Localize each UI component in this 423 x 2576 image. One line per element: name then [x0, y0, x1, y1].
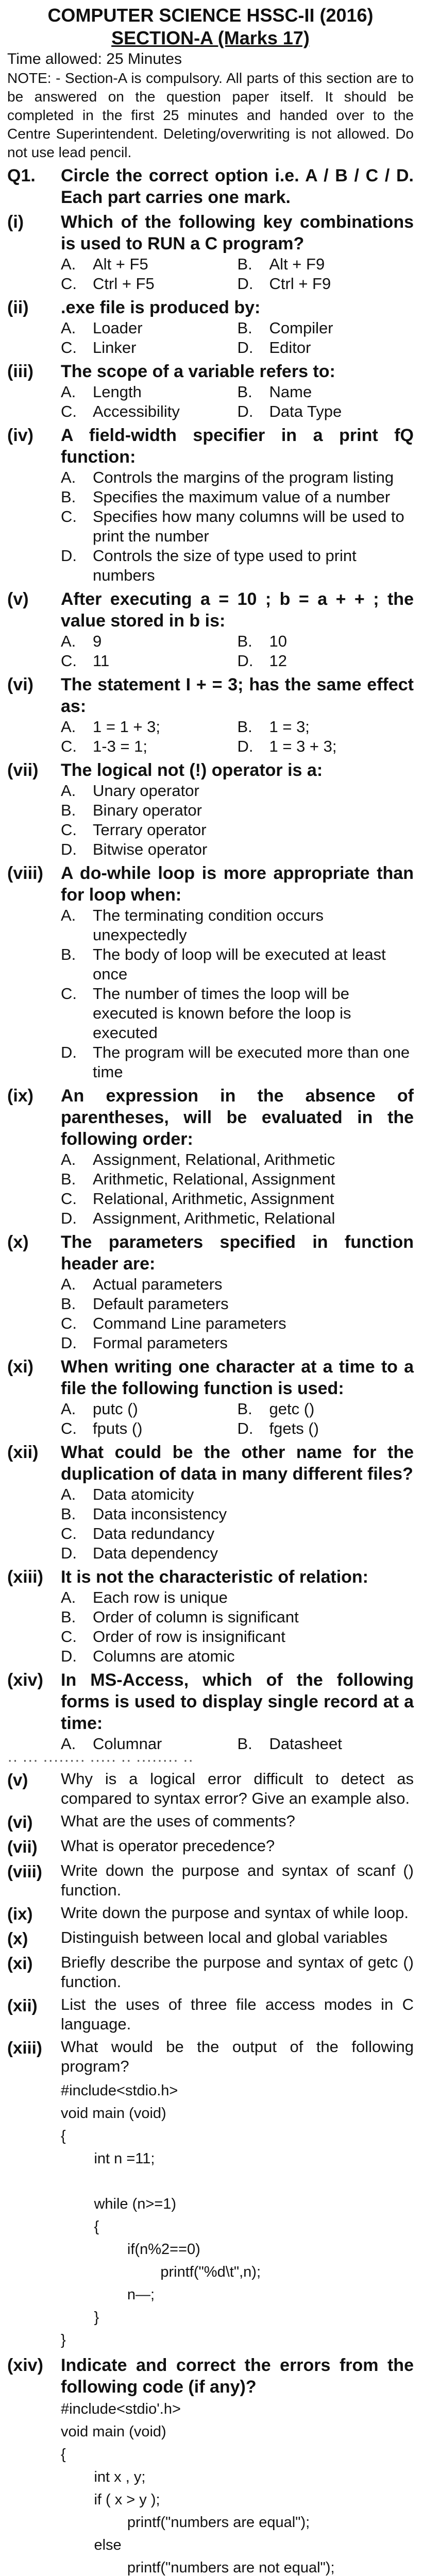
- mcq-question: [7, 1356, 414, 1438]
- option-text: Accessibility: [93, 402, 180, 420]
- section-a-note: NOTE: - Section-A is compulsory. All parts of this section are to be answered on the question paper itself. It should be completed in the first 25 minutes and handed over to the Centre Superintendent. Deleting/overwriting is not allowed. Do not use lead pencil.: [7, 70, 414, 160]
- code-line: #include<stdio'.h>: [61, 2401, 181, 2417]
- option-letter: C.: [61, 821, 77, 839]
- answer-option[interactable]: [238, 1734, 414, 1754]
- option-text: fgets (): [269, 1419, 319, 1437]
- answer-option[interactable]: [61, 382, 238, 402]
- answer-options: [61, 1399, 414, 1438]
- answer-option[interactable]: [61, 1333, 414, 1353]
- answer-option[interactable]: [238, 255, 414, 274]
- option-letter: B.: [61, 1170, 76, 1188]
- time-allowed: Time allowed: 25 Minutes: [7, 50, 182, 67]
- question-number: (xi): [7, 1954, 33, 1973]
- answer-option[interactable]: [61, 801, 414, 820]
- code-line: printf("numbers are equal");: [61, 2514, 310, 2531]
- question-text: Why is a logical error difficult to detect as compared to syntax error? Give an example also.: [61, 1770, 414, 1807]
- option-letter: B.: [61, 1295, 76, 1313]
- option-letter: B.: [237, 1735, 252, 1753]
- answer-options: [61, 1275, 414, 1353]
- option-letter: A.: [61, 1588, 76, 1606]
- question-number: (xi): [7, 1357, 33, 1377]
- question-text: .exe file is produced by:: [61, 298, 261, 317]
- option-letter: D.: [61, 1334, 77, 1352]
- answer-option[interactable]: [61, 737, 238, 756]
- answer-option[interactable]: [61, 1734, 238, 1754]
- mcq-question: [7, 588, 414, 671]
- answer-option[interactable]: [61, 781, 414, 801]
- answer-option[interactable]: [61, 717, 238, 737]
- option-letter: A.: [61, 906, 76, 924]
- option-letter: A.: [61, 1400, 76, 1418]
- answer-option[interactable]: [61, 402, 238, 421]
- answer-option[interactable]: [61, 984, 414, 1043]
- option-text: 1-3 = 1;: [93, 737, 147, 755]
- option-letter: A.: [61, 255, 76, 273]
- question-number: (vii): [7, 1837, 38, 1856]
- option-text: Specifies the maximum value of a number: [93, 488, 391, 506]
- answer-option[interactable]: [61, 1588, 414, 1607]
- answer-option[interactable]: [61, 1627, 414, 1647]
- answer-option[interactable]: [61, 255, 238, 274]
- option-text: 11: [93, 652, 110, 670]
- option-letter: D.: [61, 1544, 77, 1562]
- question-text: After executing a = 10 ; b = a + + ; the value stored in b is:: [61, 589, 414, 631]
- option-text: Bitwise operator: [93, 840, 208, 858]
- answer-options: [61, 468, 414, 585]
- answer-option[interactable]: [238, 651, 414, 671]
- option-text: 1 = 3;: [269, 718, 310, 736]
- short-question: [7, 1769, 414, 1808]
- answer-option[interactable]: [61, 1209, 414, 1228]
- answer-option[interactable]: [61, 1399, 238, 1419]
- answer-option[interactable]: [61, 1524, 414, 1544]
- answer-option[interactable]: [61, 1504, 414, 1524]
- option-text: 9: [93, 632, 102, 650]
- code-line: void main (void): [61, 2424, 166, 2440]
- option-text: Linker: [93, 338, 137, 357]
- mcq-question: [7, 1566, 414, 1666]
- option-letter: C.: [61, 1419, 77, 1437]
- option-text: The body of loop will be executed at least once: [93, 945, 386, 983]
- mcq-question: [7, 674, 414, 756]
- option-letter: D.: [61, 1647, 77, 1665]
- program-2-code: [61, 2398, 414, 2576]
- short-question: [7, 1995, 414, 2034]
- option-letter: A.: [61, 632, 76, 650]
- option-text: Unary operator: [93, 782, 199, 800]
- question-text: Indicate and correct the errors from the following code (if any)?: [61, 2355, 414, 2397]
- option-text: Data dependency: [93, 1544, 218, 1562]
- option-letter: D.: [237, 1419, 253, 1437]
- option-letter: C.: [61, 985, 77, 1003]
- code-line: printf("%d\t",n);: [61, 2264, 261, 2280]
- option-letter: C.: [61, 652, 77, 670]
- answer-option[interactable]: [238, 402, 414, 421]
- option-letter: B.: [237, 1400, 252, 1418]
- question-number: (viii): [7, 863, 43, 883]
- option-letter: D.: [237, 402, 253, 420]
- answer-option[interactable]: [61, 651, 238, 671]
- answer-option[interactable]: [61, 318, 238, 338]
- paper-title: COMPUTER SCIENCE HSSC-II (2016): [47, 5, 374, 26]
- option-letter: A.: [61, 782, 76, 800]
- question-text: Which of the following key combinations is used to RUN a C program?: [61, 212, 414, 253]
- answer-options: [61, 318, 414, 358]
- option-letter: A.: [61, 1150, 76, 1168]
- option-letter: B.: [61, 1608, 76, 1626]
- option-text: Actual parameters: [93, 1275, 223, 1293]
- option-text: Data redundancy: [93, 1524, 215, 1543]
- answer-options: [61, 255, 414, 294]
- option-letter: A.: [61, 718, 76, 736]
- option-letter: B.: [237, 718, 252, 736]
- option-letter: C.: [61, 1628, 77, 1646]
- answer-option[interactable]: [238, 1399, 414, 1419]
- option-letter: B.: [237, 319, 252, 337]
- question-text: The logical not (!) operator is a:: [61, 760, 323, 780]
- code-line: if ( x > y );: [61, 2492, 160, 2508]
- option-text: Name: [269, 383, 312, 401]
- answer-option[interactable]: [61, 487, 414, 507]
- answer-option[interactable]: [61, 1150, 414, 1170]
- option-letter: B.: [237, 255, 252, 273]
- option-text: Datasheet: [269, 1735, 342, 1753]
- option-text: Compiler: [269, 319, 333, 337]
- mcq-list: [7, 211, 414, 1754]
- option-letter: A.: [61, 1735, 76, 1753]
- question-text: Write down the purpose and syntax of while loop.: [61, 1904, 409, 1922]
- question-text: List the uses of three file access modes in C language.: [61, 1995, 414, 2033]
- short-question: [7, 1811, 414, 1833]
- question-number: (x): [7, 1232, 29, 1252]
- answer-option[interactable]: [61, 820, 414, 840]
- option-text: The number of times the loop will be executed is known before the loop is executed: [93, 985, 351, 1042]
- question-number: (vii): [7, 760, 39, 780]
- question-number: (xiii): [7, 2038, 42, 2057]
- question-text: What is operator precedence?: [61, 1837, 275, 1855]
- option-letter: D.: [237, 737, 253, 755]
- answer-option[interactable]: [61, 906, 414, 945]
- option-letter: B.: [61, 1505, 76, 1523]
- code-line: }: [61, 2309, 99, 2326]
- option-letter: D.: [61, 840, 77, 858]
- option-text: Columns are atomic: [93, 1647, 235, 1665]
- answer-option[interactable]: [61, 468, 414, 487]
- question-text: What would be the output of the following program?: [61, 2038, 414, 2075]
- option-letter: A.: [61, 468, 76, 486]
- question-number: (iii): [7, 362, 33, 381]
- option-text: Relational, Arithmetic, Assignment: [93, 1190, 334, 1208]
- option-text: Ctrl + F9: [269, 275, 331, 293]
- question-text: The statement I + = 3; has the same effect as:: [61, 675, 414, 716]
- option-letter: A.: [61, 383, 76, 401]
- question-number: (viii): [7, 1862, 42, 1881]
- question-text: In MS-Access, which of the following forms is used to display single record at a time:: [61, 1670, 414, 1733]
- answer-option[interactable]: [238, 632, 414, 651]
- short-question: [7, 2037, 414, 2076]
- mcq-question: [7, 425, 414, 585]
- question-text: Distinguish between local and global variables: [61, 1928, 388, 1946]
- question-number: (v): [7, 589, 29, 609]
- option-text: Data Type: [269, 402, 342, 420]
- answer-option[interactable]: [61, 1419, 238, 1438]
- option-letter: D.: [61, 1043, 77, 1061]
- question-number: (iv): [7, 426, 33, 445]
- answer-option[interactable]: [61, 507, 414, 546]
- short-questions-list: [7, 1769, 414, 2076]
- answer-option[interactable]: [61, 1607, 414, 1627]
- short-question: [7, 1903, 414, 1925]
- question-xiv: [7, 2354, 414, 2576]
- answer-options: [61, 1150, 414, 1228]
- option-text: Alt + F9: [269, 255, 325, 273]
- option-text: Order of row is insignificant: [93, 1628, 285, 1646]
- short-question: [7, 1928, 414, 1950]
- question-number: (xii): [7, 1996, 38, 2015]
- answer-option[interactable]: [238, 338, 414, 358]
- answer-options: [61, 1588, 414, 1666]
- question-text: Write down the purpose and syntax of scanf () function.: [61, 1861, 414, 1899]
- cut-off-line: ·· ··· ········ ····· ·· ········ ··: [7, 1754, 194, 1766]
- option-letter: C.: [61, 338, 77, 357]
- answer-options: [61, 781, 414, 859]
- answer-option[interactable]: [238, 274, 414, 294]
- option-text: Arithmetic, Relational, Assignment: [93, 1170, 335, 1188]
- question-1: [7, 165, 414, 208]
- question-text: What could be the other name for the duplication of data in many different files?: [61, 1443, 414, 1484]
- answer-options: [61, 1734, 414, 1754]
- option-text: Default parameters: [93, 1295, 229, 1313]
- mcq-question: [7, 1669, 414, 1754]
- option-letter: C.: [61, 1524, 77, 1543]
- answer-option[interactable]: [61, 945, 414, 984]
- option-letter: C.: [61, 275, 77, 293]
- option-letter: D.: [237, 338, 253, 357]
- answer-option[interactable]: [61, 1170, 414, 1189]
- answer-option[interactable]: [61, 1544, 414, 1563]
- exam-header: [7, 4, 414, 49]
- answer-option[interactable]: [61, 1485, 414, 1504]
- option-letter: A.: [61, 1485, 76, 1503]
- option-text: Binary operator: [93, 801, 202, 819]
- option-text: Terrary operator: [93, 821, 207, 839]
- mcq-question: [7, 1085, 414, 1228]
- option-letter: D.: [237, 652, 253, 670]
- code-line: n—;: [61, 2286, 155, 2303]
- question-number: (x): [7, 1929, 28, 1948]
- answer-option[interactable]: [61, 1294, 414, 1314]
- answer-option[interactable]: [61, 1275, 414, 1294]
- option-letter: C.: [61, 737, 77, 755]
- mcq-question: [7, 361, 414, 421]
- question-number: Q1.: [7, 166, 36, 185]
- option-text: 10: [269, 632, 287, 650]
- answer-option[interactable]: [61, 546, 414, 585]
- option-text: Assignment, Relational, Arithmetic: [93, 1150, 335, 1168]
- option-text: Controls the margins of the program listing: [93, 468, 394, 486]
- question-number: (v): [7, 1770, 28, 1789]
- option-letter: B.: [237, 383, 252, 401]
- answer-option[interactable]: [61, 1043, 414, 1082]
- answer-option[interactable]: [61, 1647, 414, 1666]
- code-line: void main (void): [61, 2105, 166, 2122]
- program-1-block: [7, 2079, 414, 2351]
- option-text: Data inconsistency: [93, 1505, 227, 1523]
- code-line: else: [61, 2537, 122, 2553]
- option-text: 1 = 1 + 3;: [93, 718, 160, 736]
- question-number: (xiv): [7, 2355, 43, 2375]
- option-letter: B.: [61, 801, 76, 819]
- answer-option[interactable]: [238, 382, 414, 402]
- option-letter: D.: [61, 547, 77, 565]
- option-text: putc (): [93, 1400, 138, 1418]
- option-text: Length: [93, 383, 142, 401]
- code-line: {: [61, 2218, 99, 2235]
- short-question: [7, 1836, 414, 1858]
- option-text: Editor: [269, 338, 311, 357]
- question-number: (vi): [7, 675, 33, 694]
- option-text: 12: [269, 652, 287, 670]
- option-text: getc (): [269, 1400, 315, 1418]
- code-line: #include<stdio.h>: [61, 2082, 178, 2099]
- question-text: Circle the correct option i.e. A / B / C / D. Each part carries one mark.: [61, 166, 414, 207]
- question-number: (ix): [7, 1086, 33, 1106]
- option-text: The terminating condition occurs unexpectedly: [93, 906, 324, 944]
- question-text: What are the uses of comments?: [61, 1812, 295, 1830]
- code-line: }: [61, 2332, 66, 2348]
- answer-option[interactable]: [238, 717, 414, 737]
- code-line: {: [61, 2128, 66, 2144]
- code-line: {: [61, 2446, 66, 2463]
- question-text: The scope of a variable refers to:: [61, 362, 335, 381]
- short-question: [7, 1861, 414, 1900]
- question-number: (xiv): [7, 1670, 43, 1690]
- answer-option[interactable]: [61, 632, 238, 651]
- question-number: (xiii): [7, 1567, 43, 1587]
- option-text: 1 = 3 + 3;: [269, 737, 337, 755]
- answer-option[interactable]: [61, 1314, 414, 1333]
- answer-option[interactable]: [238, 318, 414, 338]
- question-text: An expression in the absence of parentheses, will be evaluated in the following order:: [61, 1086, 414, 1149]
- code-line: printf("numbers are not equal");: [61, 2560, 335, 2576]
- option-letter: C.: [61, 1190, 77, 1208]
- option-letter: D.: [237, 275, 253, 293]
- option-text: Ctrl + F5: [93, 275, 155, 293]
- option-text: Columnar: [93, 1735, 162, 1753]
- option-text: The program will be executed more than one time: [93, 1043, 410, 1081]
- option-letter: B.: [61, 488, 76, 506]
- answer-options: [61, 717, 414, 756]
- option-letter: B.: [61, 945, 76, 963]
- option-text: Each row is unique: [93, 1588, 228, 1606]
- question-text: A do-while loop is more appropriate than for loop when:: [61, 863, 414, 905]
- question-number: (ix): [7, 1904, 33, 1923]
- question-number: (xii): [7, 1443, 39, 1462]
- mcq-question: [7, 1442, 414, 1563]
- option-letter: C.: [61, 1314, 77, 1332]
- question-text: It is not the characteristic of relation:: [61, 1567, 369, 1587]
- short-question: [7, 1953, 414, 1992]
- option-text: Command Line parameters: [93, 1314, 286, 1332]
- option-text: Alt + F5: [93, 255, 148, 273]
- answer-option[interactable]: [238, 1419, 414, 1438]
- option-text: Specifies how many columns will be used to print the number: [93, 507, 404, 545]
- code-line: if(n%2==0): [61, 2241, 200, 2258]
- mcq-question: [7, 862, 414, 1082]
- code-line: int n =11;: [61, 2150, 155, 2167]
- answer-options: [61, 1485, 414, 1563]
- answer-options: [61, 382, 414, 421]
- mcq-question: [7, 1231, 414, 1353]
- option-letter: A.: [61, 1275, 76, 1293]
- option-text: Loader: [93, 319, 143, 337]
- code-line: while (n>=1): [61, 2196, 177, 2212]
- question-text: When writing one character at a time to a file the following function is used:: [61, 1357, 414, 1398]
- code-line: int x , y;: [61, 2469, 146, 2485]
- program-1-code: [61, 2079, 414, 2351]
- answer-option[interactable]: [61, 338, 238, 358]
- option-text: Assignment, Arithmetic, Relational: [93, 1209, 335, 1227]
- option-text: Formal parameters: [93, 1334, 228, 1352]
- option-letter: C.: [61, 402, 77, 420]
- section-a-title: SECTION-A (Marks 17): [111, 27, 310, 48]
- option-letter: B.: [237, 632, 252, 650]
- answer-option[interactable]: [61, 840, 414, 859]
- option-text: Order of column is significant: [93, 1608, 299, 1626]
- answer-option[interactable]: [61, 274, 238, 294]
- answer-option[interactable]: [61, 1189, 414, 1209]
- answer-options: [61, 632, 414, 671]
- question-number: (ii): [7, 298, 29, 317]
- mcq-question: [7, 759, 414, 859]
- question-text: A field-width specifier in a print fQ function:: [61, 426, 414, 467]
- question-text: The parameters specified in function header are:: [61, 1232, 414, 1274]
- mcq-question: [7, 211, 414, 294]
- option-letter: C.: [61, 507, 77, 526]
- option-letter: A.: [61, 319, 76, 337]
- question-number: (i): [7, 212, 24, 232]
- mcq-question: [7, 297, 414, 358]
- option-text: fputs (): [93, 1419, 143, 1437]
- question-text: Briefly describe the purpose and syntax of getc () function.: [61, 1953, 414, 1991]
- question-number: (vi): [7, 1812, 33, 1832]
- answer-options: [61, 906, 414, 1082]
- option-letter: D.: [61, 1209, 77, 1227]
- answer-option[interactable]: [238, 737, 414, 756]
- option-text: Controls the size of type used to print numbers: [93, 547, 357, 584]
- option-text: Data atomicity: [93, 1485, 194, 1503]
- code-line: [61, 2170, 414, 2193]
